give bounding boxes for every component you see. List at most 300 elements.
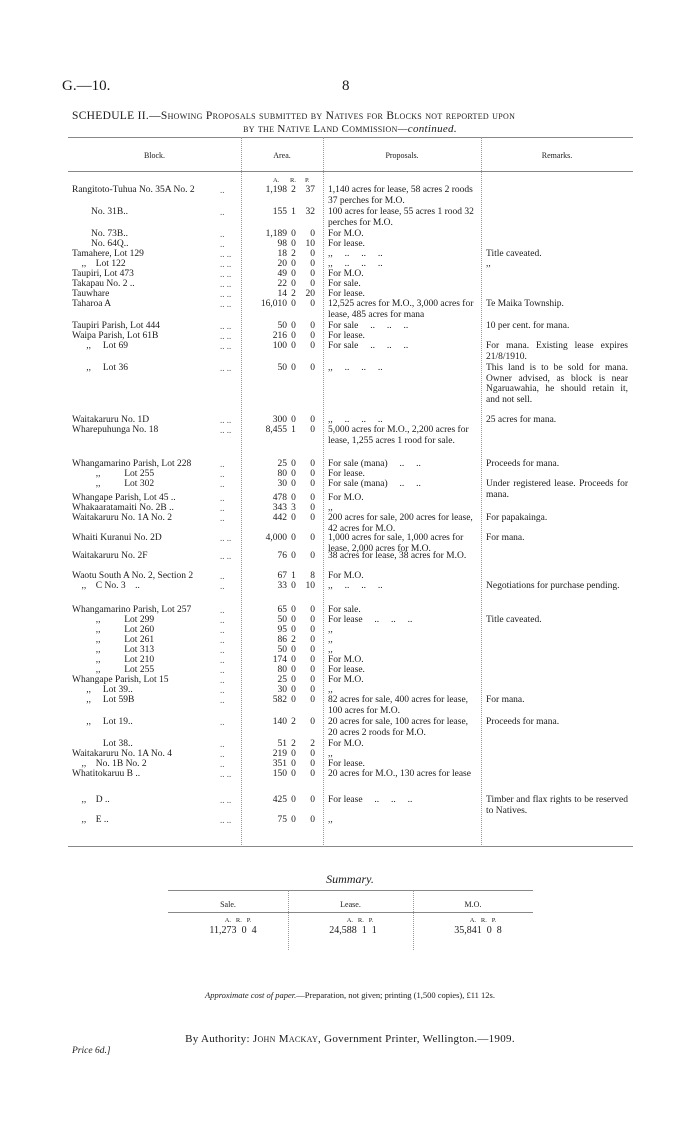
leader-dots: .. .. bbox=[220, 415, 232, 425]
summary-units: A. R. P. bbox=[469, 917, 497, 924]
block-name: ,, Lot 36 bbox=[72, 363, 128, 373]
area-roods: 1 bbox=[291, 571, 296, 581]
proposal-text: ,, bbox=[328, 685, 333, 695]
block-name: Rangitoto-Tuhua No. 35A No. 2 bbox=[72, 185, 195, 195]
area-acres: 18 bbox=[277, 249, 287, 259]
proposal-text: For M.O. bbox=[328, 675, 364, 685]
proposal-text: For lease .. .. .. bbox=[328, 795, 413, 805]
area-roods: 0 bbox=[291, 229, 296, 239]
area-roods: 1 bbox=[291, 207, 296, 217]
area-acres: 343 bbox=[272, 503, 287, 513]
leader-dots: .. bbox=[220, 459, 225, 469]
summary-header-rule bbox=[168, 912, 533, 913]
proposal-text: ,, bbox=[328, 635, 333, 645]
area-perches: 32 bbox=[305, 207, 315, 217]
area-roods: 0 bbox=[291, 299, 296, 309]
area-acres: 80 bbox=[277, 665, 287, 675]
block-name: Whangape Parish, Lot 15 bbox=[72, 675, 169, 685]
proposal-text: For sale. bbox=[328, 279, 361, 289]
area-roods: 2 bbox=[291, 635, 296, 645]
area-acres: 30 bbox=[277, 479, 287, 489]
remarks-text: For mana. bbox=[486, 695, 525, 705]
leader-dots: .. bbox=[220, 759, 225, 769]
block-name: Whaiti Kuranui No. 2D bbox=[72, 533, 162, 543]
block-name: No. 64Q.. bbox=[72, 239, 129, 249]
area-roods: 1 bbox=[291, 425, 296, 435]
leader-dots: .. bbox=[220, 645, 225, 655]
area-perches: 0 bbox=[310, 695, 315, 705]
schedule-title-lead: SCHEDULE II.— bbox=[72, 110, 161, 122]
proposal-text: For M.O. bbox=[328, 269, 364, 279]
remarks-text: Title caveated. bbox=[486, 249, 542, 259]
area-roods: 0 bbox=[291, 533, 296, 543]
proposal-text: For lease. bbox=[328, 239, 365, 249]
area-roods: 0 bbox=[291, 331, 296, 341]
area-roods: 0 bbox=[291, 341, 296, 351]
unit-roods: R. bbox=[290, 177, 296, 184]
proposal-text: 20 acres for M.O., 130 acres for lease bbox=[328, 769, 471, 779]
summary-units: A. R. P. bbox=[346, 917, 374, 924]
area-perches: 0 bbox=[310, 759, 315, 769]
area-acres: 67 bbox=[277, 571, 287, 581]
summary-divider bbox=[288, 890, 289, 950]
leader-dots: .. bbox=[220, 655, 225, 665]
block-name: Taupiri Parish, Lot 444 bbox=[72, 321, 160, 331]
area-perches: 0 bbox=[310, 459, 315, 469]
proposal-text: 1,140 acres for lease, 58 acres 2 roods 37 perches for M.O. bbox=[328, 185, 473, 206]
column-header-proposals: Proposals. bbox=[385, 151, 419, 160]
area-perches: 20 bbox=[305, 289, 315, 299]
area-perches: 0 bbox=[310, 299, 315, 309]
area-acres: 1,198 bbox=[265, 185, 287, 195]
area-roods: 0 bbox=[291, 493, 296, 503]
summary-units: A. R. P. bbox=[224, 917, 252, 924]
proposal-text: 82 acres for sale, 400 acres for lease, 100 acres for M.O. bbox=[328, 695, 469, 716]
area-acres: 50 bbox=[277, 363, 287, 373]
remarks-text: For mana. bbox=[486, 533, 525, 543]
area-roods: 0 bbox=[291, 415, 296, 425]
leader-dots: .. bbox=[220, 513, 225, 523]
proposal-text: For sale (mana) .. .. bbox=[328, 479, 421, 489]
block-name: Whakaaratamaiti No. 2B .. bbox=[72, 503, 174, 513]
leader-dots: .. .. bbox=[220, 299, 232, 309]
leader-dots: .. .. bbox=[220, 321, 232, 331]
area-acres: 80 bbox=[277, 469, 287, 479]
area-roods: 0 bbox=[291, 665, 296, 675]
area-roods: 0 bbox=[291, 749, 296, 759]
area-perches: 0 bbox=[310, 675, 315, 685]
leader-dots: .. bbox=[220, 625, 225, 635]
block-name: ,, Lot 260 bbox=[72, 625, 155, 635]
area-perches: 0 bbox=[310, 665, 315, 675]
leader-dots: .. .. bbox=[220, 259, 232, 269]
summary-title: Summary. bbox=[326, 872, 374, 886]
schedule-table bbox=[68, 137, 633, 847]
block-name: ,, Lot 313 bbox=[72, 645, 155, 655]
area-acres: 351 bbox=[272, 759, 287, 769]
area-perches: 0 bbox=[310, 685, 315, 695]
schedule-title bbox=[72, 110, 515, 122]
leader-dots: .. bbox=[220, 503, 225, 513]
area-perches: 0 bbox=[310, 249, 315, 259]
area-perches: 0 bbox=[310, 493, 315, 503]
remarks-text: Under registered lease. Proceeds for mana. bbox=[486, 479, 628, 500]
area-acres: 442 bbox=[272, 513, 287, 523]
area-perches: 0 bbox=[310, 229, 315, 239]
area-roods: 0 bbox=[291, 513, 296, 523]
area-perches: 0 bbox=[310, 769, 315, 779]
cost-note-label: Approximate cost of paper. bbox=[205, 990, 297, 1000]
imprint-rest: , Government Printer, Wellington.—1909. bbox=[318, 1033, 515, 1045]
proposal-text: ,, bbox=[328, 749, 333, 759]
schedule-subtitle-continued: —continued. bbox=[397, 123, 457, 135]
area-roods: 0 bbox=[291, 769, 296, 779]
block-name: Takapau No. 2 .. bbox=[72, 279, 135, 289]
leader-dots: .. bbox=[220, 581, 225, 591]
column-header-block: Block. bbox=[143, 151, 166, 160]
area-roods: 0 bbox=[291, 655, 296, 665]
summary-header-mo: M.O. bbox=[464, 900, 482, 909]
cost-note bbox=[0, 990, 700, 1000]
area-acres: 1,189 bbox=[265, 229, 287, 239]
area-acres: 30 bbox=[277, 685, 287, 695]
proposal-text: For lease. bbox=[328, 469, 365, 479]
proposal-text: 12,525 acres for M.O., 3,000 acres for lease, 485 acres for mana bbox=[328, 299, 474, 320]
block-name: ,, Lot 299 bbox=[72, 615, 155, 625]
schedule-title-text: Showing Proposals submitted by Natives for Blocks not reported upon bbox=[160, 110, 516, 122]
leader-dots: .. .. bbox=[220, 289, 232, 299]
unit-acres: A. bbox=[273, 177, 280, 184]
block-name: Waitakaruru No. 1D bbox=[72, 415, 150, 425]
area-roods: 0 bbox=[291, 279, 296, 289]
area-roods: 2 bbox=[291, 739, 296, 749]
schedule-subtitle-text: by the Native Land Commission bbox=[243, 123, 398, 135]
area-perches: 0 bbox=[310, 279, 315, 289]
proposal-text: 200 acres for sale, 200 acres for lease, 42 acres for M.O. bbox=[328, 513, 473, 534]
block-name: Taharoa A bbox=[72, 299, 112, 309]
imprint-printer-name: John Mackay bbox=[252, 1033, 319, 1045]
leader-dots: .. bbox=[220, 479, 225, 489]
leader-dots: .. bbox=[220, 685, 225, 695]
area-roods: 0 bbox=[291, 795, 296, 805]
column-header-area: Area. bbox=[273, 151, 291, 160]
proposal-text: For lease. bbox=[328, 665, 365, 675]
proposal-text: For M.O. bbox=[328, 493, 364, 503]
block-name: Taupiri, Lot 473 bbox=[72, 269, 134, 279]
schedule-subtitle bbox=[0, 123, 700, 135]
block-name: Lot 38.. bbox=[72, 739, 133, 749]
proposal-text: For sale. bbox=[328, 605, 361, 615]
leader-dots: .. bbox=[220, 469, 225, 479]
block-name: Waotu South A No. 2, Section 2 bbox=[72, 571, 194, 581]
proposal-text: For sale (mana) .. .. bbox=[328, 459, 421, 469]
area-roods: 0 bbox=[291, 581, 296, 591]
area-perches: 0 bbox=[310, 331, 315, 341]
imprint-lead: By Authority: bbox=[185, 1033, 253, 1045]
proposal-text: For sale .. .. .. bbox=[328, 341, 409, 351]
leader-dots: .. bbox=[220, 717, 225, 727]
leader-dots: .. .. bbox=[220, 363, 232, 373]
block-name: ,, Lot 122 bbox=[72, 259, 126, 269]
block-name: Whangape Parish, Lot 45 .. bbox=[72, 493, 176, 503]
block-name: Whangamarino Parish, Lot 257 bbox=[72, 605, 192, 615]
remarks-text: ,, bbox=[486, 259, 491, 269]
area-acres: 4,000 bbox=[265, 533, 287, 543]
block-name: Tauwhare bbox=[72, 289, 110, 299]
area-perches: 0 bbox=[310, 321, 315, 331]
area-roods: 2 bbox=[291, 185, 296, 195]
remarks-text: Timber and flax rights to be reserved to Natives. bbox=[486, 795, 628, 816]
area-acres: 155 bbox=[272, 207, 287, 217]
leader-dots: .. bbox=[220, 695, 225, 705]
printer-imprint bbox=[0, 1033, 700, 1045]
area-roods: 0 bbox=[291, 469, 296, 479]
proposal-text: ,, .. .. .. bbox=[328, 249, 383, 259]
area-roods: 0 bbox=[291, 759, 296, 769]
area-roods: 3 bbox=[291, 503, 296, 513]
summary-header-sale: Sale. bbox=[220, 900, 236, 909]
block-name: ,, Lot 255 bbox=[72, 469, 155, 479]
proposal-text: For M.O. bbox=[328, 739, 364, 749]
proposal-text: ,, .. .. .. bbox=[328, 415, 383, 425]
remarks-text: Proceeds for mana. bbox=[486, 717, 560, 727]
area-acres: 22 bbox=[277, 279, 287, 289]
area-acres: 16,010 bbox=[260, 299, 287, 309]
column-header-remarks: Remarks. bbox=[541, 151, 573, 160]
area-acres: 25 bbox=[277, 459, 287, 469]
area-perches: 0 bbox=[310, 749, 315, 759]
leader-dots: .. bbox=[220, 635, 225, 645]
area-acres: 50 bbox=[277, 645, 287, 655]
area-perches: 0 bbox=[310, 625, 315, 635]
leader-dots: .. bbox=[220, 185, 225, 195]
area-perches: 0 bbox=[310, 479, 315, 489]
leader-dots: .. .. bbox=[220, 769, 232, 779]
document-reference: G.—10. bbox=[62, 78, 111, 94]
remarks-text: For mana. Existing lease expires 21/8/1910. bbox=[486, 341, 628, 362]
area-perches: 0 bbox=[310, 635, 315, 645]
block-name: ,, Lot 255 bbox=[72, 665, 155, 675]
area-roods: 0 bbox=[291, 685, 296, 695]
leader-dots: .. bbox=[220, 605, 225, 615]
page-number: 8 bbox=[342, 78, 350, 94]
area-perches: 0 bbox=[310, 655, 315, 665]
block-name: No. 73B.. bbox=[72, 229, 128, 239]
leader-dots: .. bbox=[220, 675, 225, 685]
area-perches: 0 bbox=[310, 717, 315, 727]
block-name: ,, Lot 210 bbox=[72, 655, 155, 665]
area-acres: 50 bbox=[277, 321, 287, 331]
area-roods: 0 bbox=[291, 321, 296, 331]
area-roods: 0 bbox=[291, 675, 296, 685]
area-roods: 0 bbox=[291, 605, 296, 615]
remarks-text: This land is to be sold for mana. Owner advised, as block is near Ngaruawahia, he should retain it, and not sell. bbox=[486, 363, 628, 405]
area-roods: 0 bbox=[291, 269, 296, 279]
leader-dots: .. bbox=[220, 749, 225, 759]
block-name: Tamahere, Lot 129 bbox=[72, 249, 144, 259]
block-name: ,, E .. bbox=[72, 815, 109, 825]
area-roods: 2 bbox=[291, 249, 296, 259]
summary-table bbox=[168, 890, 533, 950]
summary-header-lease: Lease. bbox=[340, 900, 361, 909]
area-perches: 0 bbox=[310, 615, 315, 625]
area-acres: 216 bbox=[272, 331, 287, 341]
block-name: ,, Lot 59B bbox=[72, 695, 135, 705]
leader-dots: .. .. bbox=[220, 551, 232, 561]
area-roods: 2 bbox=[291, 289, 296, 299]
leader-dots: .. .. bbox=[220, 795, 232, 805]
column-divider bbox=[481, 137, 482, 847]
area-roods: 0 bbox=[291, 239, 296, 249]
area-perches: 0 bbox=[310, 469, 315, 479]
area-acres: 219 bbox=[272, 749, 287, 759]
area-acres: 86 bbox=[277, 635, 287, 645]
proposal-text: ,, .. .. .. bbox=[328, 581, 383, 591]
proposal-text: For M.O. bbox=[328, 229, 364, 239]
leader-dots: .. bbox=[220, 615, 225, 625]
summary-sale-value: 11,273 0 4 bbox=[209, 925, 257, 936]
block-name: ,, Lot 69 bbox=[72, 341, 128, 351]
proposal-text: For lease. bbox=[328, 289, 365, 299]
leader-dots: .. .. bbox=[220, 249, 232, 259]
remarks-text: Title caveated. bbox=[486, 615, 542, 625]
area-perches: 0 bbox=[310, 341, 315, 351]
table-header-rule bbox=[68, 171, 633, 172]
leader-dots: .. .. bbox=[220, 331, 232, 341]
block-name: Whangamarino Parish, Lot 228 bbox=[72, 459, 192, 469]
area-roods: 0 bbox=[291, 695, 296, 705]
area-roods: 0 bbox=[291, 479, 296, 489]
block-name: Waipa Parish, Lot 61B bbox=[72, 331, 159, 341]
summary-top-rule bbox=[168, 890, 533, 891]
leader-dots: .. .. bbox=[220, 269, 232, 279]
area-acres: 100 bbox=[272, 341, 287, 351]
area-perches: 0 bbox=[310, 415, 315, 425]
block-name: ,, No. 1B No. 2 bbox=[72, 759, 147, 769]
area-acres: 582 bbox=[272, 695, 287, 705]
leader-dots: .. bbox=[220, 571, 225, 581]
area-acres: 76 bbox=[277, 551, 287, 561]
table-top-rule bbox=[68, 137, 633, 138]
remarks-text: 25 acres for mana. bbox=[486, 415, 557, 425]
area-acres: 150 bbox=[272, 769, 287, 779]
area-acres: 20 bbox=[277, 259, 287, 269]
area-perches: 0 bbox=[310, 269, 315, 279]
block-name: Waitakaruru No. 2F bbox=[72, 551, 148, 561]
area-perches: 0 bbox=[310, 551, 315, 561]
area-perches: 0 bbox=[310, 645, 315, 655]
area-acres: 33 bbox=[277, 581, 287, 591]
area-acres: 300 bbox=[272, 415, 287, 425]
block-name: Waitakaruru No. 1A No. 4 bbox=[72, 749, 173, 759]
leader-dots: .. bbox=[220, 493, 225, 503]
area-acres: 95 bbox=[277, 625, 287, 635]
leader-dots: .. bbox=[220, 739, 225, 749]
remarks-text: Proceeds for mana. bbox=[486, 459, 560, 469]
area-acres: 65 bbox=[277, 605, 287, 615]
proposal-text: 100 acres for lease, 55 acres 1 rood 32 perches for M.O. bbox=[328, 207, 474, 228]
proposal-text: For lease. bbox=[328, 331, 365, 341]
area-perches: 0 bbox=[310, 533, 315, 543]
proposal-text: ,, bbox=[328, 625, 333, 635]
area-perches: 0 bbox=[310, 513, 315, 523]
area-perches: 8 bbox=[310, 571, 315, 581]
proposal-text: For M.O. bbox=[328, 571, 364, 581]
proposal-text: For M.O. bbox=[328, 655, 364, 665]
area-roods: 0 bbox=[291, 625, 296, 635]
area-acres: 174 bbox=[272, 655, 287, 665]
area-roods: 0 bbox=[291, 363, 296, 373]
area-roods: 2 bbox=[291, 717, 296, 727]
area-acres: 425 bbox=[272, 795, 287, 805]
area-acres: 8,455 bbox=[265, 425, 287, 435]
leader-dots: .. bbox=[220, 239, 225, 249]
leader-dots: .. .. bbox=[220, 533, 232, 543]
area-acres: 51 bbox=[277, 739, 287, 749]
table-bottom-rule bbox=[68, 846, 633, 847]
remarks-text: For papakainga. bbox=[486, 513, 548, 523]
proposal-text: ,, .. .. .. bbox=[328, 259, 383, 269]
summary-lease-value: 24,588 1 1 bbox=[329, 925, 377, 936]
area-perches: 10 bbox=[305, 581, 315, 591]
summary-mo-value: 35,841 0 8 bbox=[454, 925, 502, 936]
proposal-text: For lease. bbox=[328, 759, 365, 769]
area-roods: 0 bbox=[291, 459, 296, 469]
proposal-text: ,, .. .. .. bbox=[328, 363, 383, 373]
block-name: Waitakaruru No. 1A No. 2 bbox=[72, 513, 173, 523]
leader-dots: .. bbox=[220, 207, 225, 217]
leader-dots: .. .. bbox=[220, 341, 232, 351]
area-acres: 49 bbox=[277, 269, 287, 279]
area-perches: 0 bbox=[310, 363, 315, 373]
area-perches: 10 bbox=[305, 239, 315, 249]
proposal-text: ,, bbox=[328, 815, 333, 825]
proposal-text: ,, bbox=[328, 645, 333, 655]
area-roods: 0 bbox=[291, 815, 296, 825]
proposal-text: 38 acres for lease, 38 acres for M.O. bbox=[328, 551, 467, 561]
area-perches: 0 bbox=[310, 425, 315, 435]
block-name: ,, Lot 261 bbox=[72, 635, 155, 645]
summary-divider bbox=[413, 890, 414, 950]
proposal-text: 1,000 acres for sale, 1,000 acres for lease, 2,000 acres for M.O. bbox=[328, 533, 464, 554]
leader-dots: .. .. bbox=[220, 425, 232, 435]
proposal-text: 20 acres for sale, 100 acres for lease, 20 acres 2 roods for M.O. bbox=[328, 717, 469, 738]
remarks-text: 10 per cent. for mana. bbox=[486, 321, 570, 331]
column-divider bbox=[323, 137, 324, 847]
block-name: Wharepuhunga No. 18 bbox=[72, 425, 159, 435]
block-name: No. 31B.. bbox=[72, 207, 128, 217]
proposal-text: 5,000 acres for M.O., 2,200 acres for lease, 1,255 acres 1 rood for sale. bbox=[328, 425, 469, 446]
area-perches: 0 bbox=[310, 503, 315, 513]
leader-dots: .. bbox=[220, 665, 225, 675]
block-name: ,, Lot 302 bbox=[72, 479, 155, 489]
block-name: Whatitokaruu B .. bbox=[72, 769, 141, 779]
area-roods: 0 bbox=[291, 551, 296, 561]
leader-dots: .. .. bbox=[220, 279, 232, 289]
area-acres: 478 bbox=[272, 493, 287, 503]
area-roods: 0 bbox=[291, 615, 296, 625]
block-name: ,, C No. 3 .. bbox=[72, 581, 140, 591]
area-perches: 0 bbox=[310, 605, 315, 615]
area-perches: 2 bbox=[310, 739, 315, 749]
proposal-text: For lease .. .. .. bbox=[328, 615, 413, 625]
block-name: ,, Lot 19.. bbox=[72, 717, 133, 727]
remarks-text: Negotiations for purchase pending. bbox=[486, 581, 620, 591]
proposal-text: For sale .. .. .. bbox=[328, 321, 409, 331]
area-acres: 50 bbox=[277, 615, 287, 625]
area-perches: 0 bbox=[310, 815, 315, 825]
area-roods: 0 bbox=[291, 645, 296, 655]
